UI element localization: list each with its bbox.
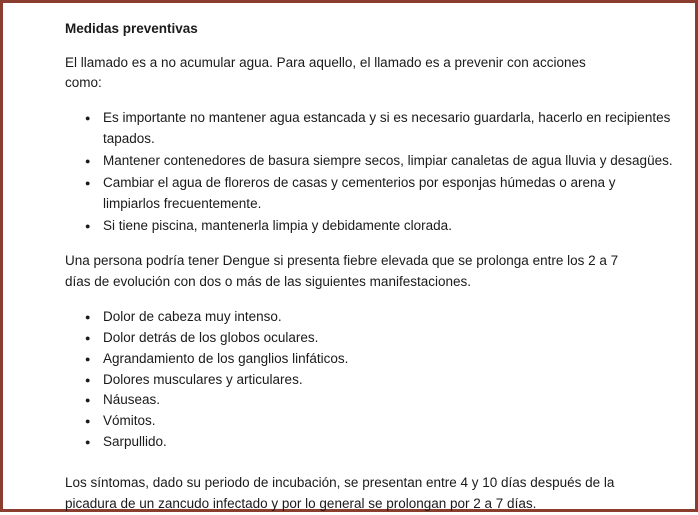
symptoms-intro-paragraph: Una persona podría tener Dengue si presenta fiebre elevada que se prolonga entre los 2 a 7 días de evolución con dos o más de las siguientes manifestaciones. xyxy=(65,252,619,289)
page-title: Medidas preventivas xyxy=(65,21,198,36)
prevention-list xyxy=(65,108,673,237)
intro-paragraph: El llamado es a no acumular agua. Para aquello, el llamado es a prevenir con acciones como: xyxy=(65,54,586,91)
symptoms-list xyxy=(65,307,673,453)
list-item: ● Cambiar el agua de floreros de casas y cementerios por esponjas húmedas o arena y limpiarlos frecuentemente. xyxy=(65,173,673,215)
list-item: ● Si tiene piscina, mantenerla limpia y debidamente clorada. xyxy=(65,216,673,237)
list-item: ● Dolores musculares y articulares. xyxy=(65,370,673,391)
list-item: ● Dolor detrás de los globos oculares. xyxy=(65,328,673,349)
list-item: ● Náuseas. xyxy=(65,390,673,411)
list-item: ● Es importante no mantener agua estancada y si es necesario guardarla, hacerlo en recipientes tapados. xyxy=(65,108,673,150)
closing-paragraph: Los síntomas, dado su periodo de incubación, se presentan entre 4 y 10 días después de la picadura de un zancudo infectado y por lo general se prolongan por 2 a 7 días. xyxy=(65,475,615,512)
list-item: ● Sarpullido. xyxy=(65,432,673,453)
list-item: ● Mantener contenedores de basura siempre secos, limpiar canaletas de agua lluvia y desagües. xyxy=(65,151,673,172)
document-content xyxy=(3,3,695,515)
list-item: ● Vómitos. xyxy=(65,411,673,432)
list-item: ● Agrandamiento de los ganglios linfáticos. xyxy=(65,349,673,370)
list-item: ● Dolor de cabeza muy intenso. xyxy=(65,307,673,328)
